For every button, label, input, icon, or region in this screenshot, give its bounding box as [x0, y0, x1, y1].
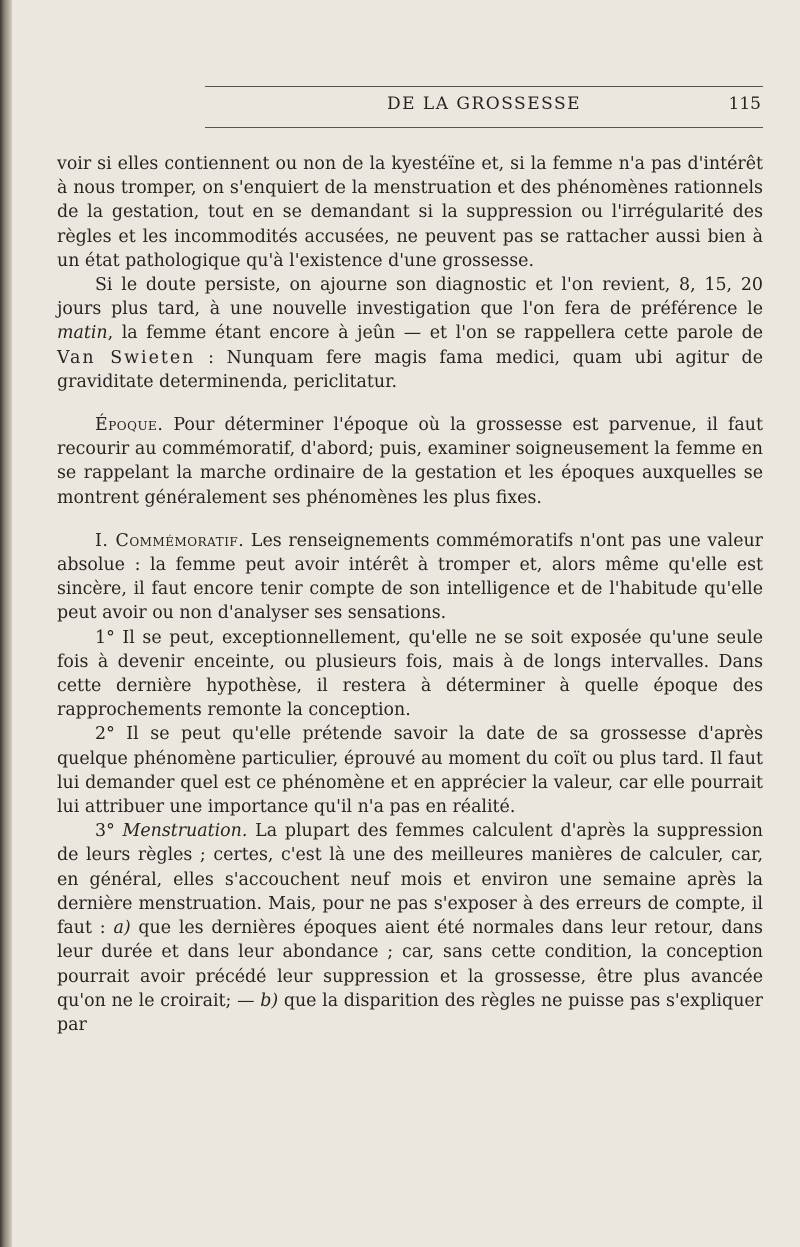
paragraph-item-2: 2° Il se peut qu'elle prétende savoir la date de sa grossesse d'après quelque phénomène particulier, éprouvé au moment du coït ou plus tard. Il faut lui demander quel est ce phénomène et en apprécier la valeur, car elle pourrait lui attribuer une importance qu'il n'a pas en réalité.	[57, 724, 763, 818]
item-3-text-b: que les dernières époques aient été normales dans leur retour, dans leur durée et dans leur abondance ; car, sans cette condition, la conception pourrait avoir précédé leur suppression et la grossesse, être plus avancée qu'on ne le croirait; —	[57, 918, 763, 1011]
paragraph-doubt	[57, 273, 763, 394]
header-top-rule	[205, 86, 763, 87]
book-spine-shadow	[0, 0, 12, 1247]
running-title: DE LA GROSSESSE	[386, 94, 582, 114]
paragraph-item-1: 1° Il se peut, exceptionnellement, qu'elle ne se soit exposée qu'une seule fois à devenir enceinte, ou plusieurs fois, mais à de longs intervalles. Dans cette dernière hypothèse, il restera à déterminer à quelle époque des rapprochements remonte la conception.	[57, 627, 763, 721]
label-b: b)	[260, 990, 279, 1011]
paragraph-continuation: voir si elles contiennent ou non de la kyestéïne et, si la femme n'a pas d'intérêt à nous tromper, on s'enquiert de la menstruation et des phénomènes rationnels de la gestation, tout en se demandant si la suppression ou l'irrégularité des règles et les incommodités accusées, ne peuvent pas se rattacher aussi bien à un état pathologique qu'à l'existence d'une grossesse.	[57, 154, 763, 271]
running-header	[205, 94, 763, 120]
item-3-text-a: La plupart des femmes calculent d'après la suppression de leurs règles ; certes, c'est là une des meilleures manières de calculer, car, en général, elles s'accouchent neuf mois et environ une semaine après la dernière menstruation. Mais, pour ne pas s'exposer à des erreurs de compte, il faut :	[57, 821, 763, 939]
author-name: Van Swieten	[57, 347, 196, 368]
page-number: 115	[728, 94, 761, 114]
paragraph-epoque	[57, 413, 763, 510]
header-bottom-rule	[205, 127, 763, 128]
section-heading-epoque: Époque.	[95, 415, 164, 436]
item-3-text-c: que la disparition des règles ne puisse pas s'expliquer par	[57, 990, 763, 1035]
paragraph-epoque-text: Pour déterminer l'époque où la grossesse est parvenue, il faut recourir au commémoratif, d'abord; puis, examiner soigneusement la femme en se rappelant la marche ordinaire de la gestation et les époques auxquelles se montrent généralement ses phénomènes les plus fixes.	[57, 415, 763, 508]
paragraph-doubt-text-a: Si le doute persiste, on ajourne son diagnostic et l'on revient, 8, 15, 20 jours plus tard, à une nouvelle investigation que l'on fera de préférence le	[57, 275, 763, 320]
section-heading-commemoratif: I. Commémoratif.	[95, 530, 245, 551]
paragraph-doubt-text-b: , la femme étant encore à jeûn — et l'on se rappellera cette parole de	[107, 323, 763, 344]
paragraph-commemoratif	[57, 529, 763, 626]
paragraph-item-3	[57, 819, 763, 1037]
item-3-number: 3°	[95, 821, 123, 842]
emphasis-menstruation: Menstruation.	[122, 821, 248, 842]
page-body	[57, 152, 763, 1037]
emphasis-matin: matin	[57, 323, 108, 344]
paragraph-commemoratif-text: Les renseignements commémoratifs n'ont pas une valeur absolue : la femme peut avoir intérêt à tromper et, alors même qu'elle est sincère, il faut encore tenir compte de son intelligence et de l'habitude qu'elle peut avoir ou non d'analyser ses sensations.	[57, 530, 763, 624]
paragraph-doubt-text-c: : Nunquam fere magis fama medici, quam ubi agitur de graviditate determinenda, periclitatur.	[57, 347, 763, 392]
label-a: a)	[113, 918, 131, 939]
